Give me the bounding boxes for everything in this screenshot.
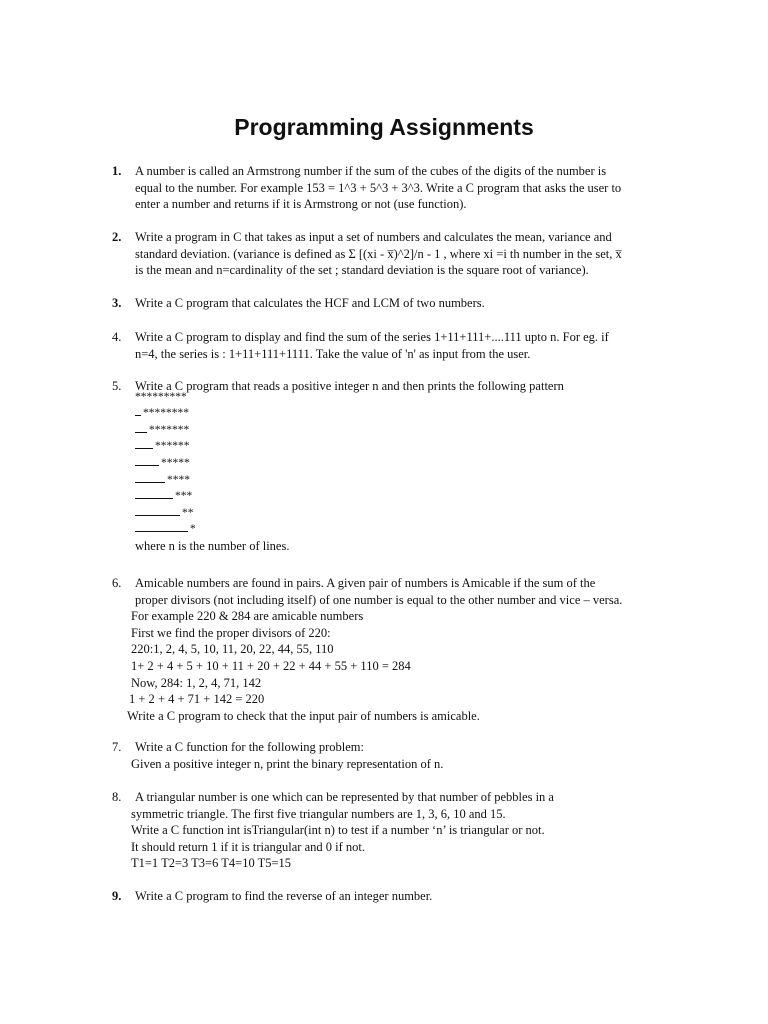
pattern-row (135, 472, 692, 489)
item-line: Write a C program to find the reverse of an integer number. (135, 889, 433, 903)
pattern-footer: where n is the number of lines. (135, 538, 290, 553)
item-number: 5. (112, 379, 122, 393)
pattern-row (135, 521, 692, 538)
pattern-stars: ** (182, 506, 194, 519)
item-line: symmetric triangle. The first five triangular numbers are 1, 3, 6, 10 and 15. (131, 806, 506, 821)
assignment-3 (112, 295, 692, 312)
item-line: 220:1, 2, 4, 5, 10, 11, 20, 22, 44, 55, 110 (131, 642, 334, 657)
item-line: n=4, the series is : 1+11+111+1111. Take the value of 'n' as input from the user. (135, 346, 531, 361)
item-number: 3. (112, 296, 122, 310)
pattern-stars: ******* (149, 423, 190, 436)
item-number: 9. (112, 889, 122, 903)
item-line: equal to the number. For example 153 = 1^3 + 5^3 + 3^3. Write a C program that asks the user to (135, 180, 622, 195)
item-line: proper divisors (not including itself) of one number is equal to the other number and vice – versa. (135, 592, 623, 607)
item-line: A triangular number is one which can be represented by that number of pebbles in a (135, 790, 554, 804)
item-number: 8. (112, 790, 122, 804)
pattern-row (135, 488, 692, 505)
pattern-stars: ********* (135, 390, 187, 403)
item-line: T1=1 T2=3 T3=6 T4=10 T5=15 (131, 856, 292, 871)
item-number: 2. (112, 230, 122, 244)
item-line: For example 220 & 284 are amicable numbers (131, 609, 364, 624)
assignment-2 (112, 229, 692, 279)
assignment-4 (112, 329, 692, 362)
item-line: 1 + 2 + 4 + 71 + 142 = 220 (129, 692, 265, 707)
page-title: Programming Assignments (234, 114, 534, 140)
item-line: A number is called an Armstrong number if the sum of the cubes of the digits of the number is (135, 164, 607, 178)
pattern-row (135, 422, 692, 439)
star-pattern (135, 389, 692, 538)
pattern-stars: **** (167, 473, 190, 486)
item-line: Write a C program to check that the input pair of numbers is amicable. (127, 708, 480, 723)
pattern-stars: ****** (155, 440, 190, 453)
pattern-stars: * (190, 523, 196, 536)
pattern-row (135, 405, 692, 422)
item-line: First we find the proper divisors of 220: (131, 625, 331, 640)
item-line: Now, 284: 1, 2, 4, 71, 142 (131, 675, 262, 690)
item-line: Write a C function int isTriangular(int n) to test if a number ‘n’ is triangular or not. (131, 823, 545, 838)
pattern-stars: ******** (143, 407, 189, 420)
pattern-stars: *** (175, 490, 193, 503)
item-line: Write a C function for the following problem: (135, 740, 364, 754)
assignment-9 (112, 888, 692, 905)
assignment-6 (112, 575, 692, 724)
pattern-row (135, 438, 692, 455)
assignment-7 (112, 739, 692, 772)
item-line: Write a C program that reads a positive integer n and then prints the following pattern (135, 379, 564, 393)
item-number: 6. (112, 576, 122, 590)
item-line: Given a positive integer n, print the binary representation of n. (131, 756, 444, 771)
item-line: Write a program in C that takes as input a set of numbers and calculates the mean, variance and (135, 230, 612, 244)
item-line: It should return 1 if it is triangular and 0 if not. (131, 839, 365, 854)
item-line: Write a C program to display and find the sum of the series 1+11+111+....111 upto n. For eg. if (135, 330, 609, 344)
item-number: 1. (112, 164, 122, 178)
pattern-stars: ***** (161, 456, 190, 469)
assignment-1 (112, 163, 692, 213)
item-line: standard deviation. (variance is defined as Σ [(xi - x̅)^2]/n - 1 , where xi =i th number in the set, x̅ (135, 246, 622, 261)
assignment-5 (112, 378, 692, 555)
assignment-8 (112, 789, 692, 872)
item-line: is the mean and n=cardinality of the set ; standard deviation is the square root of variance). (135, 263, 589, 278)
item-line: 1+ 2 + 4 + 5 + 10 + 11 + 20 + 22 + 44 + 55 + 110 = 284 (131, 658, 411, 673)
item-number: 7. (112, 740, 122, 754)
item-line: Amicable numbers are found in pairs. A given pair of numbers is Amicable if the sum of the (135, 576, 596, 590)
pattern-row (135, 455, 692, 472)
item-line: Write a C program that calculates the HCF and LCM of two numbers. (135, 296, 485, 310)
item-line: enter a number and returns if it is Armstrong or not (use function). (135, 197, 467, 212)
item-number: 4. (112, 330, 122, 344)
pattern-row (135, 505, 692, 522)
